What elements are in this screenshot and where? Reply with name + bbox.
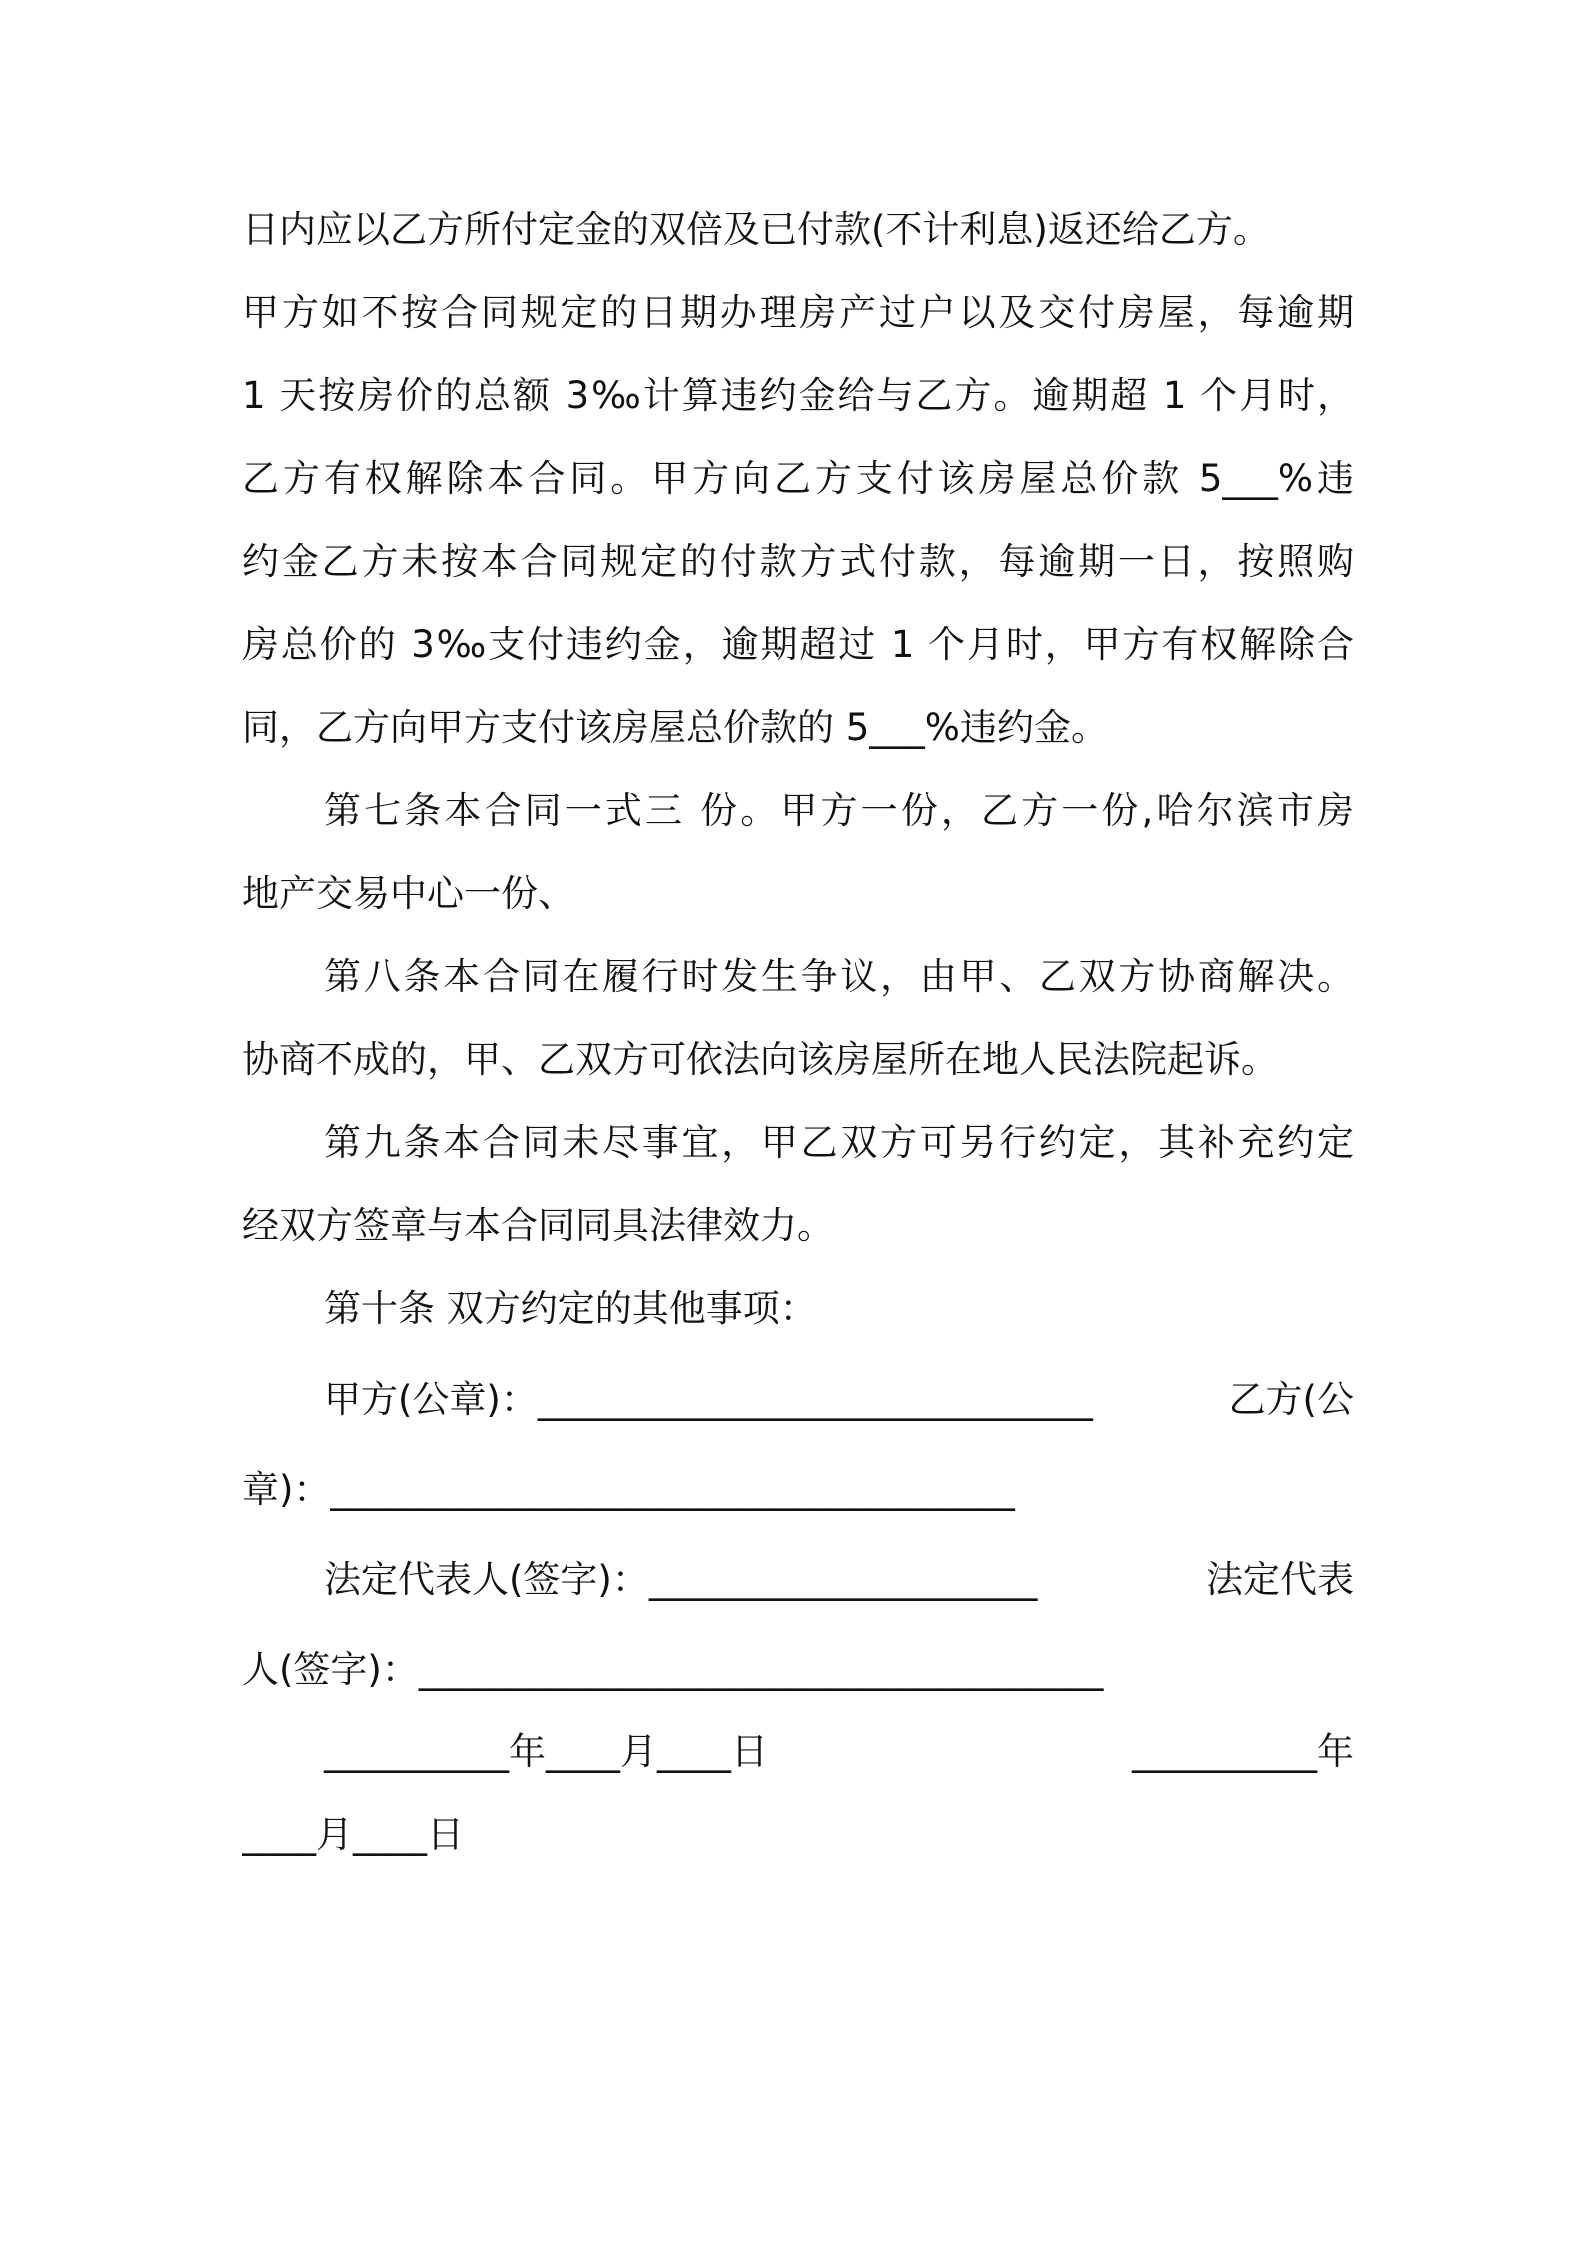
- representative-row: [324, 1550, 1354, 1610]
- article-9-line: 第九条本合同未尽事宜，甲乙双方可另行约定，其补充约定: [324, 1121, 1354, 1164]
- article-8-line: 协商不成的，甲、乙双方可依法向该房屋所在地人民法院起诉。: [242, 1038, 1278, 1081]
- body-line: 约金乙方未按本合同规定的付款方式付款，每逾期一日，按照购: [242, 540, 1354, 583]
- body-line: 房总价的 3‰支付违约金，逾期超过 1 个月时，甲方有权解除合: [242, 623, 1354, 666]
- date-row: [324, 1722, 1354, 1782]
- date-a-field: __________年____月____日: [324, 1730, 768, 1773]
- body-line: 1 天按房价的总额 3‰计算违约金给与乙方。逾期超 1 个月时，: [242, 374, 1354, 417]
- article-10-line: 第十条 双方约定的其他事项：: [324, 1287, 817, 1330]
- article-7-line: 第七条本合同一式三 份。甲方一份，乙方一份,哈尔滨市房: [324, 789, 1354, 832]
- rep-b-field: 人(签字)：_____________________________________: [242, 1648, 1104, 1691]
- seal-row: [324, 1370, 1354, 1430]
- party-b-seal-field: 章)：_____________________________________: [242, 1468, 1015, 1511]
- article-8-line: 第八条本合同在履行时发生争议，由甲、乙双方协商解决。: [324, 955, 1354, 998]
- body-line: 同，乙方向甲方支付该房屋总价款的 5___%违约金。: [242, 706, 1108, 749]
- rep-b-label: 法定代表: [1206, 1558, 1354, 1601]
- date-b-year-field: __________年: [1132, 1730, 1354, 1773]
- rep-a-field: 法定代表人(签字)：_____________________: [324, 1558, 1038, 1601]
- article-7-line: 地产交易中心一份、: [242, 872, 575, 915]
- party-a-seal-field: 甲方(公章)：______________________________: [324, 1378, 1093, 1421]
- body-line: 乙方有权解除本合同。甲方向乙方支付该房屋总价款 5___%违: [242, 457, 1354, 500]
- body-line: 日内应以乙方所付定金的双倍及已付款(不计利息)返还给乙方。: [242, 208, 1270, 251]
- body-line: 甲方如不按合同规定的日期办理房产过户以及交付房屋，每逾期: [242, 291, 1354, 334]
- party-b-seal-label: 乙方(公: [1228, 1378, 1354, 1421]
- article-9-line: 经双方签章与本合同同具法律效力。: [242, 1204, 834, 1247]
- date-b-field: ____月____日: [242, 1813, 464, 1856]
